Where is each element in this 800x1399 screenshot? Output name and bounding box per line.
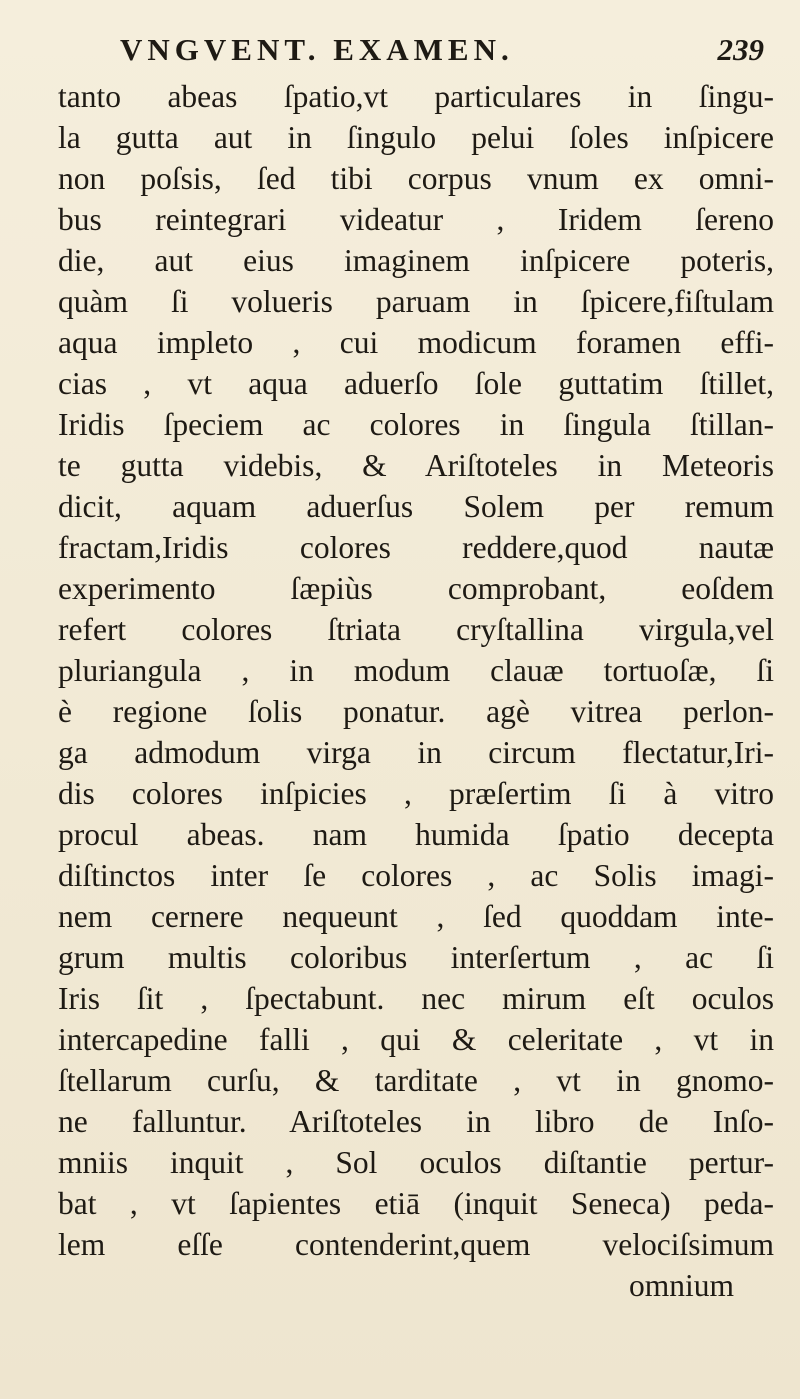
text-line: te gutta videbis, & Ariſtoteles in Meteoris (58, 448, 774, 483)
text-line: Iris ſit , ſpectabunt. nec mirum eſt oculos (58, 981, 774, 1016)
text-line: dicit, aquam aduerſus Solem per remum (58, 489, 774, 524)
text-line: omnium (628, 1268, 734, 1303)
text-line: Iridis ſpeciem ac colores in ſingula ſtillan- (58, 407, 774, 442)
running-head: VNGVENT. EXAMEN. (120, 32, 514, 67)
text-line: cias , vt aqua aduerſo ſole guttatim ſtillet, (58, 366, 774, 401)
text-line: dis colores inſpicies , præſertim ſi à vitro (58, 776, 774, 811)
text-line: ſtellarum curſu, & tarditate , vt in gnomo- (58, 1063, 774, 1098)
text-line: die, aut eius imaginem inſpicere poteris, (58, 243, 774, 278)
text-line: bat , vt ſapientes etiā (inquit Seneca) peda- (58, 1186, 774, 1221)
page-number: 239 (717, 32, 764, 67)
text-line: lem eſſe contenderint,quem velociſsimum (58, 1227, 774, 1262)
text-line: ga admodum virga in circum flectatur,Iri- (58, 735, 774, 770)
text-line: grum multis coloribus interſertum , ac ſi (58, 940, 774, 975)
text-line: refert colores ſtriata cryſtallina virgula,vel (58, 612, 774, 647)
text-line: nem cernere nequeunt , ſed quoddam inte- (58, 899, 774, 934)
text-line: diſtinctos inter ſe colores , ac Solis imagi- (58, 858, 774, 893)
text-line: procul abeas. nam humida ſpatio decepta (58, 817, 774, 852)
text-line: non poſsis, ſed tibi corpus vnum ex omni- (58, 161, 774, 196)
text-line: tanto abeas ſpatio,vt particulares in ſingu- (58, 79, 774, 114)
text-line: la gutta aut in ſingulo pelui ſoles inſpicere (58, 120, 774, 155)
body-text (58, 76, 774, 1306)
text-line: ne falluntur. Ariſtoteles in libro de Inſo- (58, 1104, 774, 1139)
text-line: è regione ſolis ponatur. agè vitrea perlon- (58, 694, 774, 729)
page-header (108, 32, 778, 72)
text-line: fractam,Iridis colores reddere,quod nautæ (58, 530, 774, 565)
text-line: aqua impleto , cui modicum foramen effi- (58, 325, 774, 360)
text-line: bus reintegrari videatur , Iridem ſereno (58, 202, 774, 237)
text-line: experimento ſæpiùs comprobant, eoſdem (58, 571, 774, 606)
text-line: pluriangula , in modum clauæ tortuoſæ, ſi (58, 653, 774, 688)
text-line: intercapedine falli , qui & celeritate , vt in (58, 1022, 774, 1057)
text-line: mniis inquit , Sol oculos diſtantie pertur- (58, 1145, 774, 1180)
text-line: quàm ſi volueris paruam in ſpicere,fiſtulam (58, 284, 774, 319)
